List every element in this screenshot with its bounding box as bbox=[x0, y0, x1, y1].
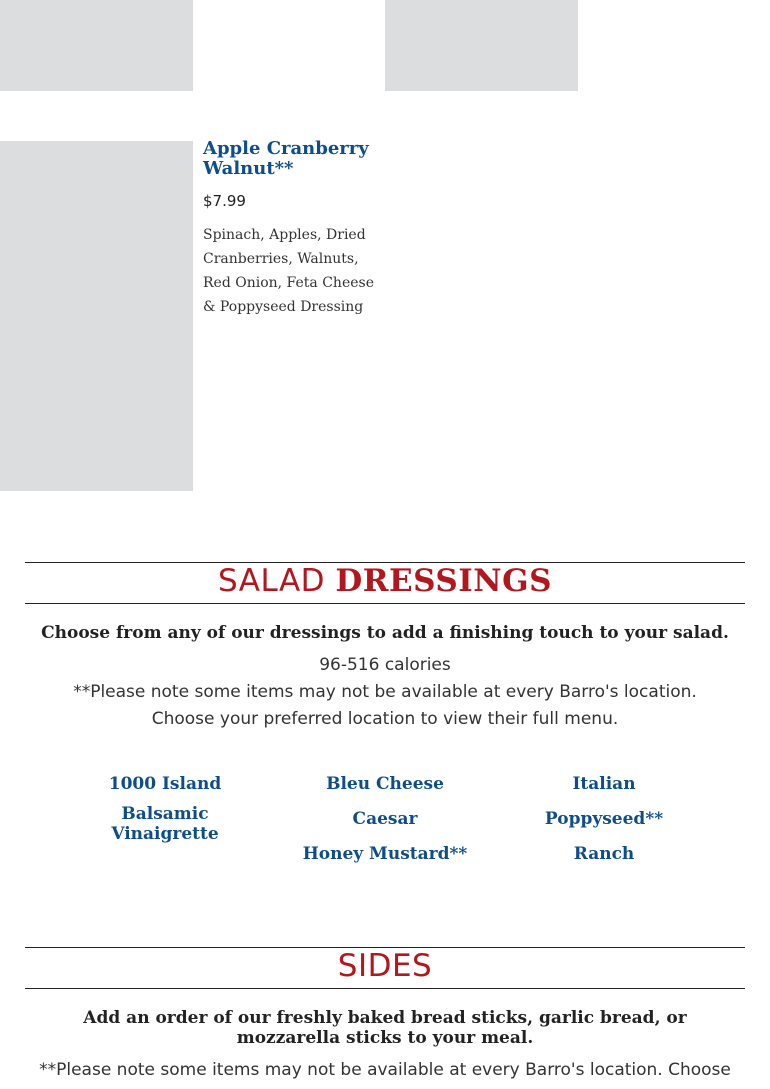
dressing-item[interactable]: Bleu Cheese bbox=[326, 774, 444, 794]
dressings-availability-note: **Please note some items may not be available at every Barro's location. Choose your preferred location to view their full menu. bbox=[73, 682, 697, 729]
dressing-item[interactable]: 1000 Island bbox=[108, 774, 222, 794]
dressing-item[interactable]: Caesar bbox=[352, 809, 418, 829]
sides-availability-note: **Please note some items may not be available at every Barro's location. Choose bbox=[39, 1060, 731, 1080]
dressing-item[interactable]: Honey Mustard** bbox=[302, 844, 468, 864]
section-divider bbox=[25, 988, 745, 989]
section-title-light: SALAD bbox=[218, 563, 326, 599]
dressing-item[interactable]: Balsamic Vinaigrette bbox=[111, 804, 219, 844]
dressings-lead: Choose from any of our dressings to add a finishing touch to your salad. bbox=[41, 623, 729, 643]
section-title-sides: SIDES bbox=[337, 948, 433, 984]
menu-item-price: $7.99 bbox=[203, 192, 246, 210]
section-title-dressings bbox=[25, 563, 745, 599]
dressing-item[interactable]: Italian bbox=[572, 774, 636, 794]
menu-item-image-placeholder bbox=[0, 141, 193, 491]
sides-lead: Add an order of our freshly baked bread sticks, garlic bread, or mozzarella sticks to your meal. bbox=[83, 1008, 687, 1048]
dressing-item[interactable]: Ranch bbox=[573, 844, 635, 864]
menu-item-description: Spinach, Apples, Dried Cranberries, Walnuts, Red Onion, Feta Cheese & Poppyseed Dressing bbox=[203, 227, 374, 315]
menu-item-image-placeholder bbox=[0, 0, 193, 91]
dressings-calories: 96-516 calories bbox=[319, 655, 451, 675]
dressing-item[interactable]: Poppyseed** bbox=[544, 809, 664, 829]
section-title-bold: DRESSINGS bbox=[335, 563, 552, 599]
section-divider bbox=[25, 603, 745, 604]
menu-item-title[interactable]: Apple Cranberry Walnut** bbox=[203, 138, 369, 179]
menu-item-image-placeholder bbox=[385, 0, 578, 91]
